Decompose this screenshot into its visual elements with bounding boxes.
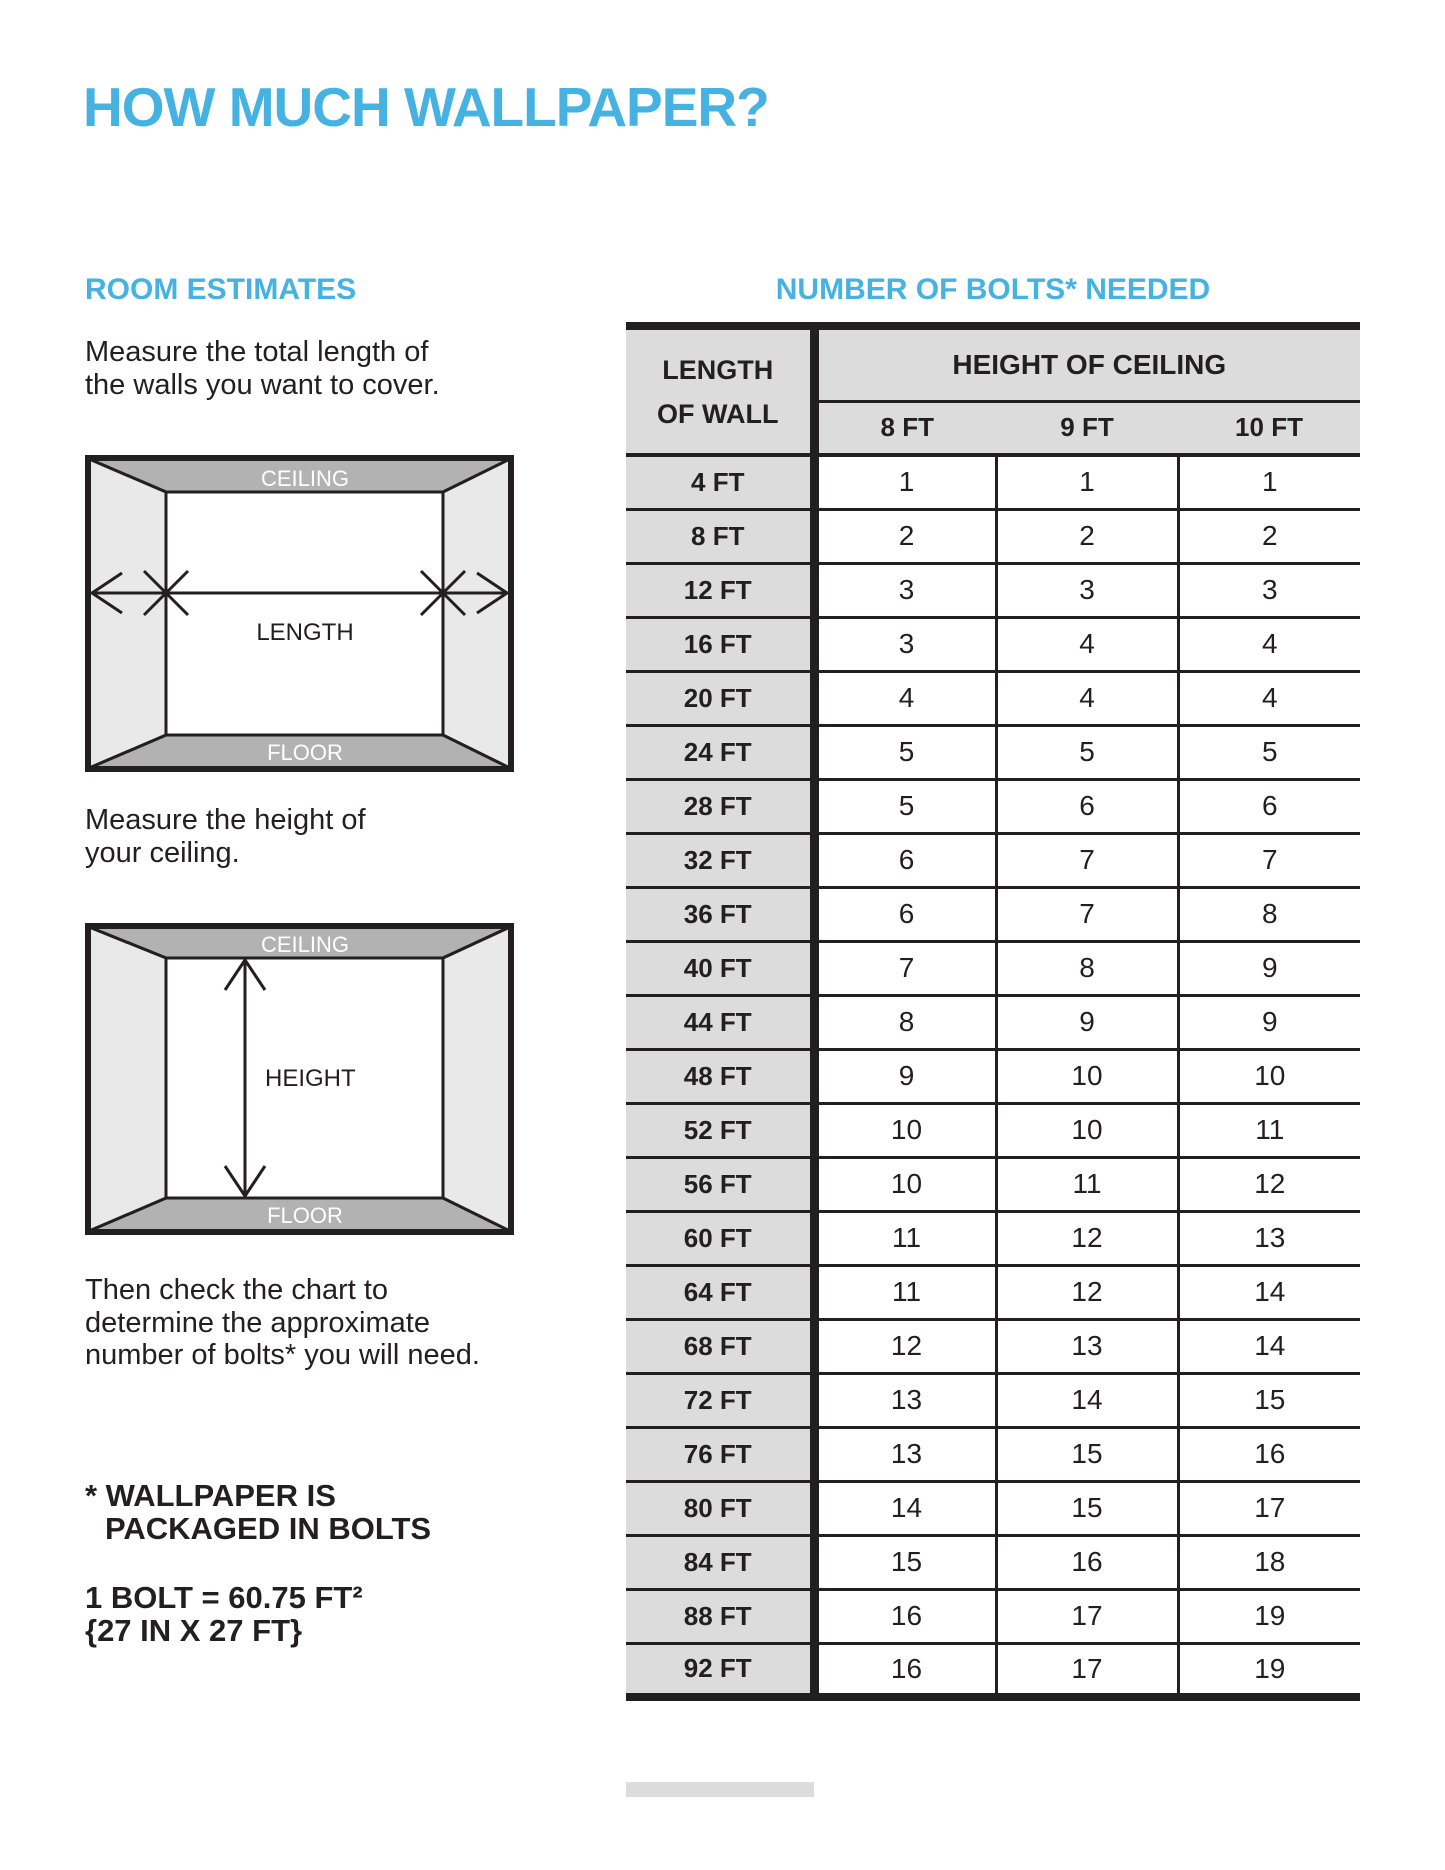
- bolt-count-cell: 11: [814, 1265, 996, 1319]
- bolt-count-cell: 4: [996, 617, 1178, 671]
- footnote-line-1: * WALLPAPER IS: [85, 1478, 336, 1513]
- intro-line-2: the walls you want to cover.: [85, 368, 440, 401]
- table-row: [626, 563, 1360, 617]
- wall-length-cell: 36 FT: [626, 887, 814, 941]
- wall-length-cell: 24 FT: [626, 725, 814, 779]
- wall-length-cell: 16 FT: [626, 617, 814, 671]
- bolt-count-cell: 4: [1178, 671, 1360, 725]
- wall-length-cell: 32 FT: [626, 833, 814, 887]
- table-row: [626, 1265, 1360, 1319]
- bolt-count-cell: 18: [1178, 1535, 1360, 1589]
- wall-length-cell: 92 FT: [626, 1643, 814, 1697]
- wall-length-cell: 40 FT: [626, 941, 814, 995]
- bolt-count-cell: 12: [996, 1211, 1178, 1265]
- bolt-count-cell: 19: [1178, 1643, 1360, 1697]
- bolt-dimensions: {27 IN X 27 FT}: [85, 1613, 303, 1648]
- bolt-count-cell: 9: [996, 995, 1178, 1049]
- chart-note-line-1: Then check the chart to: [85, 1274, 389, 1306]
- bolt-count-cell: 11: [996, 1157, 1178, 1211]
- bolt-count-cell: 13: [814, 1427, 996, 1481]
- bolt-count-cell: 5: [814, 779, 996, 833]
- height-paragraph: [85, 804, 366, 869]
- table-body: [626, 455, 1360, 1697]
- floor-label: FLOOR: [267, 1203, 343, 1228]
- wall-length-cell: 44 FT: [626, 995, 814, 1049]
- bolt-count-cell: 10: [814, 1157, 996, 1211]
- wall-length-cell: 4 FT: [626, 455, 814, 509]
- floor-label: FLOOR: [267, 740, 343, 765]
- wall-length-cell: 76 FT: [626, 1427, 814, 1481]
- bolt-count-cell: 17: [996, 1643, 1178, 1697]
- wall-length-cell: 68 FT: [626, 1319, 814, 1373]
- wall-length-cell: 52 FT: [626, 1103, 814, 1157]
- bolt-count-cell: 13: [1178, 1211, 1360, 1265]
- left-wall: [89, 459, 166, 768]
- wall-length-cell: 12 FT: [626, 563, 814, 617]
- bolt-count-cell: 2: [996, 509, 1178, 563]
- bolt-count-cell: 7: [1178, 833, 1360, 887]
- height-of-ceiling-header: HEIGHT OF CEILING: [814, 326, 1360, 401]
- bolt-count-cell: 4: [814, 671, 996, 725]
- table-row: [626, 617, 1360, 671]
- bolt-count-cell: 15: [814, 1535, 996, 1589]
- bolt-count-cell: 8: [1178, 887, 1360, 941]
- table-footer-strip: [626, 1782, 814, 1797]
- table-row: [626, 1319, 1360, 1373]
- bolt-count-cell: 14: [814, 1481, 996, 1535]
- wall-length-cell: 80 FT: [626, 1481, 814, 1535]
- bolt-count-cell: 9: [1178, 941, 1360, 995]
- wall-length-cell: 20 FT: [626, 671, 814, 725]
- wall-length-cell: 72 FT: [626, 1373, 814, 1427]
- bolt-count-cell: 8: [814, 995, 996, 1049]
- table-row: [626, 1535, 1360, 1589]
- intro-line-1: Measure the total length of: [85, 336, 429, 368]
- bolt-count-cell: 14: [1178, 1265, 1360, 1319]
- height-diagram: [85, 923, 514, 1235]
- col-header-8ft: 8 FT: [814, 401, 996, 455]
- table-row: [626, 1103, 1360, 1157]
- bolt-count-cell: 17: [996, 1589, 1178, 1643]
- bolt-count-cell: 6: [996, 779, 1178, 833]
- wall-length-cell: 60 FT: [626, 1211, 814, 1265]
- bolt-count-cell: 2: [814, 509, 996, 563]
- wall-length-cell: 88 FT: [626, 1589, 814, 1643]
- table-row: [626, 1481, 1360, 1535]
- bolt-count-cell: 13: [996, 1319, 1178, 1373]
- bolt-count-cell: 10: [1178, 1049, 1360, 1103]
- bolt-count-cell: 1: [814, 455, 996, 509]
- right-wall: [443, 459, 510, 768]
- bolt-count-cell: 11: [1178, 1103, 1360, 1157]
- wall-length-cell: 28 FT: [626, 779, 814, 833]
- table-row: [626, 1157, 1360, 1211]
- bolt-count-cell: 11: [814, 1211, 996, 1265]
- table-row: [626, 671, 1360, 725]
- bolt-count-cell: 16: [814, 1589, 996, 1643]
- table-header: [626, 326, 1360, 455]
- bolts-table: [626, 322, 1360, 1701]
- bolt-count-cell: 7: [996, 833, 1178, 887]
- bolt-count-cell: 15: [996, 1481, 1178, 1535]
- bolt-count-cell: 10: [996, 1103, 1178, 1157]
- bolt-count-cell: 16: [996, 1535, 1178, 1589]
- bolt-equation: 1 BOLT = 60.75 FT²: [85, 1580, 363, 1615]
- left-wall: [89, 927, 166, 1231]
- length-diagram: [85, 455, 514, 772]
- table-row: [626, 995, 1360, 1049]
- table-row: [626, 725, 1360, 779]
- intro-paragraph: [85, 336, 440, 401]
- bolt-count-cell: 5: [814, 725, 996, 779]
- ceiling-label: CEILING: [260, 932, 350, 957]
- table-row: [626, 1373, 1360, 1427]
- table-row: [626, 941, 1360, 995]
- bolt-count-cell: 3: [814, 563, 996, 617]
- height-line-2: your ceiling.: [85, 836, 240, 869]
- footnote-line-2: PACKAGED IN BOLTS: [105, 1511, 432, 1546]
- bolt-count-cell: 8: [996, 941, 1178, 995]
- bolt-count-cell: 3: [814, 617, 996, 671]
- bolt-count-cell: 1: [996, 455, 1178, 509]
- table-row: [626, 833, 1360, 887]
- bolt-count-cell: 6: [1178, 779, 1360, 833]
- height-line-1: Measure the height of: [85, 804, 366, 836]
- bolts-footnote: [85, 1479, 431, 1545]
- table-row: [626, 1427, 1360, 1481]
- bolt-count-cell: 7: [996, 887, 1178, 941]
- bolt-count-cell: 9: [1178, 995, 1360, 1049]
- bolt-count-cell: 2: [1178, 509, 1360, 563]
- bolt-count-cell: 15: [1178, 1373, 1360, 1427]
- bolts-needed-heading: NUMBER OF BOLTS* NEEDED: [775, 273, 1211, 306]
- length-label: LENGTH: [256, 619, 354, 646]
- bolt-count-cell: 16: [814, 1643, 996, 1697]
- back-wall: [166, 492, 443, 735]
- right-wall: [443, 927, 510, 1231]
- bolt-count-cell: 1: [1178, 455, 1360, 509]
- bolt-count-cell: 5: [1178, 725, 1360, 779]
- bolt-count-cell: 10: [814, 1103, 996, 1157]
- length-of-wall-header: [626, 326, 814, 455]
- bolt-count-cell: 12: [814, 1319, 996, 1373]
- bolt-size-info: [85, 1581, 363, 1647]
- bolt-count-cell: 10: [996, 1049, 1178, 1103]
- bolt-count-cell: 12: [996, 1265, 1178, 1319]
- chart-note-line-2: determine the approximate: [85, 1306, 430, 1339]
- bolt-count-cell: 14: [1178, 1319, 1360, 1373]
- room-estimates-heading: ROOM ESTIMATES: [85, 273, 357, 306]
- bolt-count-cell: 9: [814, 1049, 996, 1103]
- bolt-count-cell: 3: [1178, 563, 1360, 617]
- length-header-line-1: LENGTH: [662, 354, 774, 385]
- wall-length-cell: 64 FT: [626, 1265, 814, 1319]
- wall-length-cell: 56 FT: [626, 1157, 814, 1211]
- table-row: [626, 1589, 1360, 1643]
- chart-note-line-3: number of bolts* you will need.: [85, 1339, 480, 1371]
- length-header-line-2: OF WALL: [657, 398, 779, 429]
- bolt-count-cell: 19: [1178, 1589, 1360, 1643]
- wall-length-cell: 8 FT: [626, 509, 814, 563]
- bolt-count-cell: 17: [1178, 1481, 1360, 1535]
- bolt-count-cell: 13: [814, 1373, 996, 1427]
- wall-length-cell: 48 FT: [626, 1049, 814, 1103]
- col-header-9ft: 9 FT: [996, 401, 1178, 455]
- bolt-count-cell: 7: [814, 941, 996, 995]
- bolt-count-cell: 16: [1178, 1427, 1360, 1481]
- table-row: [626, 509, 1360, 563]
- table-row: [626, 1049, 1360, 1103]
- wall-length-cell: 84 FT: [626, 1535, 814, 1589]
- table-row: [626, 455, 1360, 509]
- table-row: [626, 1643, 1360, 1697]
- bolt-count-cell: 6: [814, 833, 996, 887]
- table-row: [626, 779, 1360, 833]
- table-row: [626, 887, 1360, 941]
- col-header-10ft: 10 FT: [1178, 401, 1360, 455]
- bolt-count-cell: 4: [1178, 617, 1360, 671]
- bolt-count-cell: 6: [814, 887, 996, 941]
- bolt-count-cell: 12: [1178, 1157, 1360, 1211]
- height-label: HEIGHT: [265, 1065, 356, 1092]
- chart-note-paragraph: [85, 1274, 480, 1372]
- bolt-count-cell: 5: [996, 725, 1178, 779]
- bolt-count-cell: 14: [996, 1373, 1178, 1427]
- table-row: [626, 1211, 1360, 1265]
- page-title: HOW MUCH WALLPAPER?: [83, 76, 769, 138]
- bolt-count-cell: 4: [996, 671, 1178, 725]
- bolt-count-cell: 3: [996, 563, 1178, 617]
- ceiling-label: CEILING: [260, 466, 350, 491]
- bolt-count-cell: 15: [996, 1427, 1178, 1481]
